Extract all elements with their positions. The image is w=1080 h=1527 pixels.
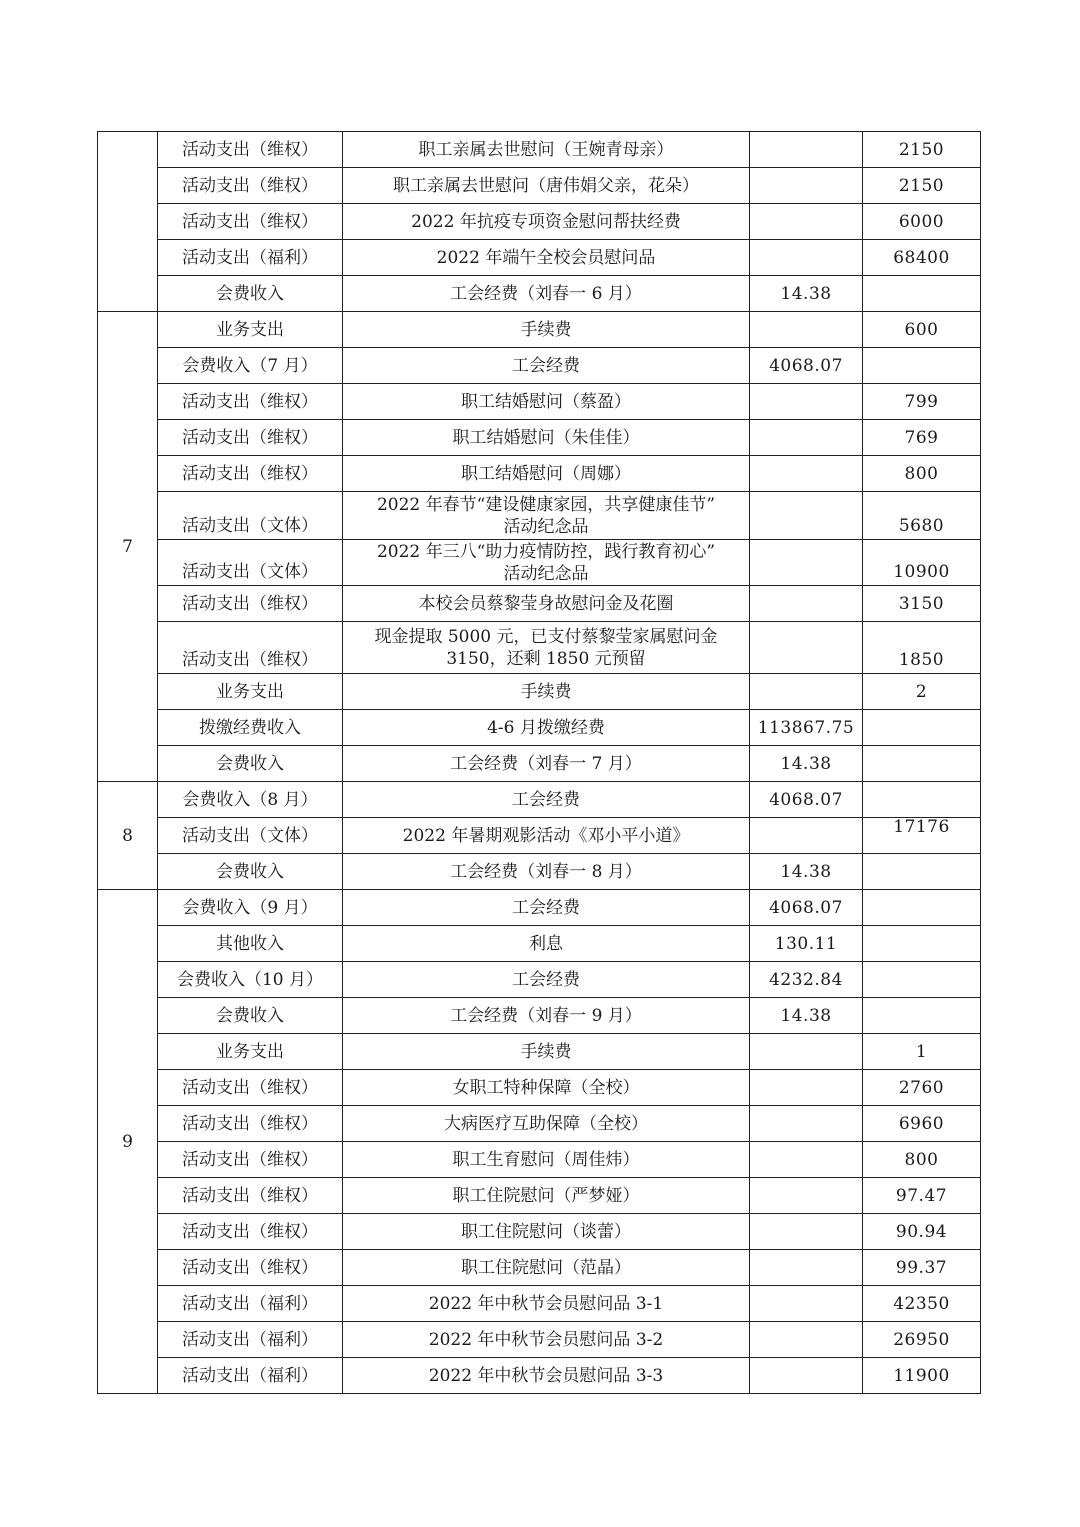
expense-cell: 5680 xyxy=(863,492,981,540)
expense-cell: 42350 xyxy=(863,1286,981,1322)
category-cell: 业务支出 xyxy=(158,312,343,348)
category-cell: 活动支出（维权） xyxy=(158,1250,343,1286)
month-cell: 8 xyxy=(98,782,158,890)
description-line: 2022 年中秋节会员慰问品 3-1 xyxy=(428,1293,664,1314)
expense-cell xyxy=(863,962,981,998)
description-cell xyxy=(343,168,750,204)
description-line: 职工结婚慰问（蔡盈） xyxy=(461,391,631,412)
category-cell: 会费收入 xyxy=(158,746,343,782)
description-line: 2022 年中秋节会员慰问品 3-3 xyxy=(428,1365,664,1386)
description-cell xyxy=(343,1034,750,1070)
category-cell: 活动支出（维权） xyxy=(158,384,343,420)
description-line: 2022 年抗疫专项资金慰问帮扶经费 xyxy=(411,211,681,232)
expense-cell: 2150 xyxy=(863,132,981,168)
description-line: 现金提取 5000 元，已支付蔡黎莹家属慰问金 xyxy=(374,626,718,647)
income-cell xyxy=(750,204,863,240)
table-row xyxy=(98,854,981,890)
expense-cell: 800 xyxy=(863,456,981,492)
table-row xyxy=(98,782,981,818)
income-cell xyxy=(750,540,863,586)
income-cell: 4068.07 xyxy=(750,890,863,926)
income-cell xyxy=(750,1322,863,1358)
description-cell xyxy=(343,1214,750,1250)
table-row xyxy=(98,710,981,746)
description-cell xyxy=(343,1178,750,1214)
ledger-table xyxy=(97,131,981,1394)
category-cell: 业务支出 xyxy=(158,1034,343,1070)
income-cell xyxy=(750,1034,863,1070)
table-row xyxy=(98,240,981,276)
income-cell: 130.11 xyxy=(750,926,863,962)
description-cell xyxy=(343,276,750,312)
expense-cell xyxy=(863,746,981,782)
expense-cell xyxy=(863,710,981,746)
table-row xyxy=(98,276,981,312)
description-cell xyxy=(343,492,750,540)
month-cell: 7 xyxy=(98,312,158,782)
table-row xyxy=(98,204,981,240)
expense-cell: 769 xyxy=(863,420,981,456)
month-cell: 9 xyxy=(98,890,158,1394)
table-row xyxy=(98,926,981,962)
description-line: 职工住院慰问（严梦娅） xyxy=(452,1185,640,1206)
category-cell: 活动支出（福利） xyxy=(158,1286,343,1322)
income-cell: 4068.07 xyxy=(750,348,863,384)
description-line: 活动纪念品 xyxy=(503,563,589,584)
description-cell xyxy=(343,204,750,240)
category-cell: 会费收入 xyxy=(158,854,343,890)
description-cell xyxy=(343,540,750,586)
expense-cell: 800 xyxy=(863,1142,981,1178)
table-row xyxy=(98,1250,981,1286)
expense-cell: 68400 xyxy=(863,240,981,276)
description-line: 职工亲属去世慰问（唐伟娟父亲，花朵） xyxy=(393,175,699,196)
category-cell: 拨缴经费收入 xyxy=(158,710,343,746)
description-line: 手续费 xyxy=(520,319,572,340)
description-cell xyxy=(343,384,750,420)
description-line: 2022 年中秋节会员慰问品 3-2 xyxy=(428,1329,664,1350)
description-line: 职工结婚慰问（朱佳佳） xyxy=(452,427,640,448)
category-cell: 会费收入（9 月） xyxy=(158,890,343,926)
expense-cell: 2150 xyxy=(863,168,981,204)
description-line: 4-6 月拨缴经费 xyxy=(487,717,605,738)
table-row xyxy=(98,962,981,998)
table-row xyxy=(98,1358,981,1394)
income-cell xyxy=(750,1286,863,1322)
description-cell xyxy=(343,312,750,348)
income-cell xyxy=(750,384,863,420)
description-cell xyxy=(343,926,750,962)
description-line: 职工结婚慰问（周娜） xyxy=(461,463,631,484)
table-row xyxy=(98,384,981,420)
income-cell xyxy=(750,1142,863,1178)
category-cell: 会费收入（10 月） xyxy=(158,962,343,998)
expense-cell: 799 xyxy=(863,384,981,420)
description-cell xyxy=(343,890,750,926)
expense-cell: 26950 xyxy=(863,1322,981,1358)
table-row xyxy=(98,818,981,854)
category-cell: 活动支出（维权） xyxy=(158,622,343,674)
description-cell xyxy=(343,1286,750,1322)
income-cell xyxy=(750,492,863,540)
description-line: 职工住院慰问（谈蕾） xyxy=(461,1221,631,1242)
description-cell xyxy=(343,818,750,854)
expense-cell xyxy=(863,926,981,962)
category-cell: 活动支出（维权） xyxy=(158,168,343,204)
description-cell xyxy=(343,854,750,890)
category-cell: 活动支出（维权） xyxy=(158,456,343,492)
income-cell: 14.38 xyxy=(750,998,863,1034)
category-cell: 其他收入 xyxy=(158,926,343,962)
income-cell: 4068.07 xyxy=(750,782,863,818)
income-cell xyxy=(750,586,863,622)
category-cell: 业务支出 xyxy=(158,674,343,710)
description-line: 职工生育慰问（周佳炜） xyxy=(452,1149,640,1170)
expense-cell xyxy=(863,998,981,1034)
table-row xyxy=(98,674,981,710)
ledger-body xyxy=(98,132,981,1394)
category-cell: 会费收入 xyxy=(158,998,343,1034)
expense-cell: 10900 xyxy=(863,540,981,586)
category-cell: 活动支出（维权） xyxy=(158,204,343,240)
income-cell: 4232.84 xyxy=(750,962,863,998)
category-cell: 活动支出（福利） xyxy=(158,240,343,276)
expense-cell: 2760 xyxy=(863,1070,981,1106)
table-row xyxy=(98,1214,981,1250)
table-row xyxy=(98,998,981,1034)
description-line: 3150，还剩 1850 元预留 xyxy=(446,648,646,669)
table-row xyxy=(98,492,981,540)
month-cell xyxy=(98,132,158,312)
expense-cell: 3150 xyxy=(863,586,981,622)
description-cell xyxy=(343,1142,750,1178)
description-line: 2022 年三八“助力疫情防控，践行教育初心” xyxy=(376,541,716,562)
description-line: 活动纪念品 xyxy=(503,516,589,537)
expense-cell: 2 xyxy=(863,674,981,710)
expense-cell: 1850 xyxy=(863,622,981,674)
category-cell: 会费收入 xyxy=(158,276,343,312)
expense-cell xyxy=(863,276,981,312)
description-cell xyxy=(343,1322,750,1358)
description-line: 工会经费（刘春一 9 月） xyxy=(450,1005,642,1026)
description-cell xyxy=(343,782,750,818)
category-cell: 活动支出（维权） xyxy=(158,1142,343,1178)
description-line: 手续费 xyxy=(520,681,572,702)
table-row xyxy=(98,622,981,674)
table-row xyxy=(98,168,981,204)
income-cell xyxy=(750,1358,863,1394)
income-cell: 14.38 xyxy=(750,854,863,890)
description-line: 工会经费 xyxy=(512,897,580,918)
description-line: 工会经费（刘春一 8 月） xyxy=(450,861,642,882)
description-cell xyxy=(343,348,750,384)
category-cell: 会费收入（7 月） xyxy=(158,348,343,384)
category-cell: 活动支出（维权） xyxy=(158,420,343,456)
description-cell xyxy=(343,456,750,492)
expense-cell: 600 xyxy=(863,312,981,348)
description-line: 工会经费 xyxy=(512,355,580,376)
table-row xyxy=(98,1322,981,1358)
description-cell xyxy=(343,1250,750,1286)
income-cell xyxy=(750,674,863,710)
table-row xyxy=(98,1142,981,1178)
description-line: 职工住院慰问（范晶） xyxy=(461,1257,631,1278)
expense-cell: 6960 xyxy=(863,1106,981,1142)
table-row xyxy=(98,456,981,492)
table-row xyxy=(98,890,981,926)
description-line: 大病医疗互助保障（全校） xyxy=(444,1113,648,1134)
category-cell: 活动支出（文体） xyxy=(158,818,343,854)
expense-cell: 1 xyxy=(863,1034,981,1070)
category-cell: 活动支出（文体） xyxy=(158,540,343,586)
description-cell xyxy=(343,240,750,276)
description-line: 工会经费 xyxy=(512,969,580,990)
description-cell xyxy=(343,586,750,622)
expense-cell: 6000 xyxy=(863,204,981,240)
income-cell xyxy=(750,240,863,276)
table-row xyxy=(98,540,981,586)
category-cell: 活动支出（福利） xyxy=(158,1358,343,1394)
description-cell xyxy=(343,420,750,456)
description-cell xyxy=(343,1106,750,1142)
income-cell xyxy=(750,818,863,854)
table-row xyxy=(98,132,981,168)
description-line: 2022 年暑期观影活动《邓小平小道》 xyxy=(402,825,690,846)
category-cell: 活动支出（维权） xyxy=(158,1106,343,1142)
description-line: 职工亲属去世慰问（王婉青母亲） xyxy=(418,139,674,160)
income-cell xyxy=(750,622,863,674)
expense-cell xyxy=(863,890,981,926)
description-cell xyxy=(343,1358,750,1394)
income-cell: 14.38 xyxy=(750,746,863,782)
expense-cell: 11900 xyxy=(863,1358,981,1394)
description-line: 工会经费 xyxy=(512,789,580,810)
table-row xyxy=(98,746,981,782)
description-cell xyxy=(343,132,750,168)
description-cell xyxy=(343,1070,750,1106)
category-cell: 活动支出（维权） xyxy=(158,1070,343,1106)
income-cell: 113867.75 xyxy=(750,710,863,746)
category-cell: 活动支出（维权） xyxy=(158,1178,343,1214)
income-cell xyxy=(750,1214,863,1250)
category-cell: 活动支出（维权） xyxy=(158,132,343,168)
description-cell xyxy=(343,746,750,782)
description-line: 本校会员蔡黎莹身故慰问金及花圈 xyxy=(418,593,674,614)
description-cell xyxy=(343,622,750,674)
income-cell xyxy=(750,420,863,456)
description-cell xyxy=(343,674,750,710)
table-row xyxy=(98,312,981,348)
expense-cell xyxy=(863,782,981,818)
description-line: 女职工特种保障（全校） xyxy=(452,1077,640,1098)
expense-cell xyxy=(863,854,981,890)
expense-cell xyxy=(863,348,981,384)
description-line: 工会经费（刘春一 6 月） xyxy=(450,283,642,304)
expense-cell: 90.94 xyxy=(863,1214,981,1250)
table-row xyxy=(98,1106,981,1142)
income-cell xyxy=(750,1070,863,1106)
income-cell xyxy=(750,1178,863,1214)
category-cell: 会费收入（8 月） xyxy=(158,782,343,818)
table-row xyxy=(98,1070,981,1106)
income-cell xyxy=(750,312,863,348)
expense-cell: 17176 xyxy=(863,818,981,854)
description-cell xyxy=(343,962,750,998)
description-line: 2022 年春节“建设健康家园，共享健康佳节” xyxy=(376,494,716,515)
description-line: 利息 xyxy=(529,933,563,954)
category-cell: 活动支出（文体） xyxy=(158,492,343,540)
table-row xyxy=(98,586,981,622)
description-line: 2022 年端午全校会员慰问品 xyxy=(436,247,656,268)
category-cell: 活动支出（福利） xyxy=(158,1322,343,1358)
income-cell xyxy=(750,132,863,168)
table-row xyxy=(98,1286,981,1322)
description-line: 手续费 xyxy=(520,1041,572,1062)
description-cell xyxy=(343,710,750,746)
expense-cell: 97.47 xyxy=(863,1178,981,1214)
income-cell: 14.38 xyxy=(750,276,863,312)
expense-cell: 99.37 xyxy=(863,1250,981,1286)
category-cell: 活动支出（维权） xyxy=(158,1214,343,1250)
table-row xyxy=(98,420,981,456)
category-cell: 活动支出（维权） xyxy=(158,586,343,622)
income-cell xyxy=(750,1250,863,1286)
table-row xyxy=(98,1178,981,1214)
income-cell xyxy=(750,456,863,492)
description-cell xyxy=(343,998,750,1034)
table-row xyxy=(98,348,981,384)
income-cell xyxy=(750,1106,863,1142)
description-line: 工会经费（刘春一 7 月） xyxy=(450,753,642,774)
income-cell xyxy=(750,168,863,204)
table-row xyxy=(98,1034,981,1070)
